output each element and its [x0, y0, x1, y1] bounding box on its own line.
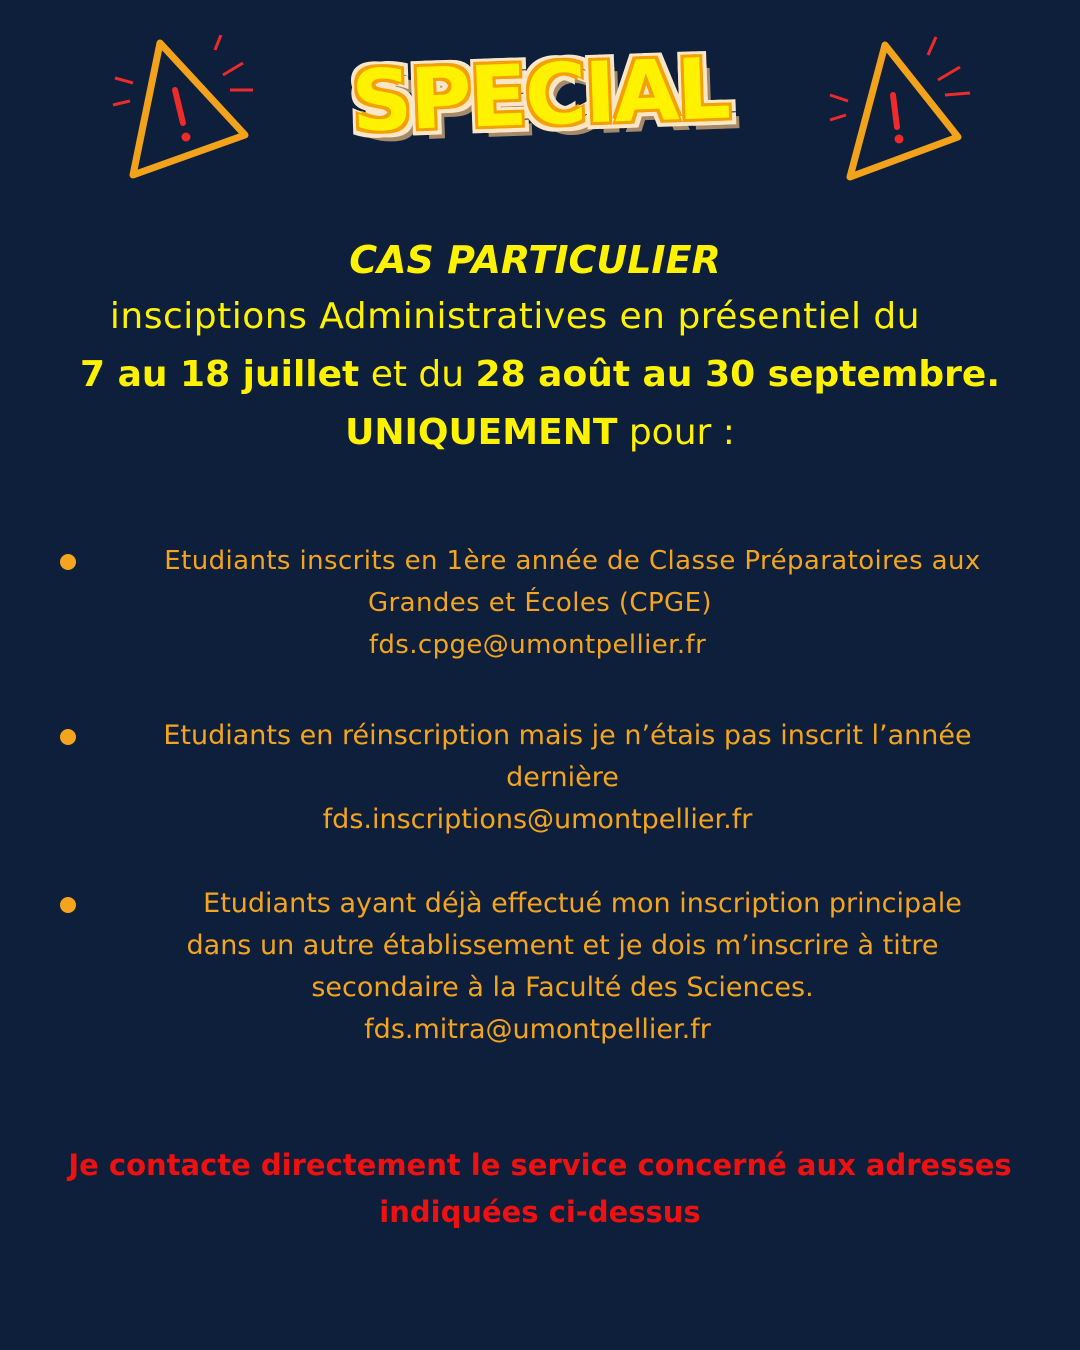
intro-line: insciptions Administratives en présentiel du [109, 296, 921, 337]
email-link[interactable]: fds.mitra@umontpellier.fr [364, 1014, 711, 1045]
list-item [0, 883, 1080, 1051]
email-link[interactable]: fds.cpge@umontpellier.fr [368, 630, 707, 660]
case-text-line: Etudiants en réinscription mais je n’étais pas inscrit l’année [163, 720, 972, 751]
intro-title: CAS PARTICULIER [349, 238, 721, 282]
date-range-2: 28 août au 30 septembre. [475, 354, 1001, 395]
only-rest: pour : [617, 412, 735, 453]
only-strong: UNIQUEMENT [345, 412, 618, 453]
case-text-line: dans un autre établissement et je dois m’inscrire à titre [186, 930, 939, 961]
email-link[interactable]: fds.inscriptions@umontpellier.fr [322, 804, 753, 835]
only-for-line [0, 404, 1080, 462]
list-item [0, 540, 1080, 666]
special-badge-text: SPECIAL [349, 39, 731, 151]
case-text-line: secondaire à la Faculté des Sciences. [311, 972, 814, 1003]
date-range-1: 7 au 18 juillet [79, 354, 360, 395]
list-item [0, 715, 1080, 841]
footer-notice [0, 1142, 1080, 1236]
intro-block [0, 232, 1080, 462]
date-connector: et du [359, 354, 476, 395]
bullet-icon [60, 729, 76, 745]
warning-triangle-icon [105, 35, 265, 185]
bullet-icon [60, 897, 76, 913]
bullet-icon [60, 554, 76, 570]
footer-line: indiquées ci-dessus [379, 1195, 701, 1229]
special-badge [330, 40, 750, 150]
footer-line: Je contacte directement le service concerné aux adresses [68, 1148, 1012, 1182]
case-text-line: Grandes et Écoles (CPGE) [368, 588, 712, 618]
case-text-line: dernière [506, 762, 619, 793]
case-text-line: Etudiants ayant déjà effectué mon inscription principale [203, 888, 962, 919]
header [0, 0, 1080, 200]
warning-triangle-icon [820, 35, 980, 185]
date-ranges [0, 346, 1080, 404]
case-text-line: Etudiants inscrits en 1ère année de Classe Préparatoires aux [164, 546, 981, 576]
